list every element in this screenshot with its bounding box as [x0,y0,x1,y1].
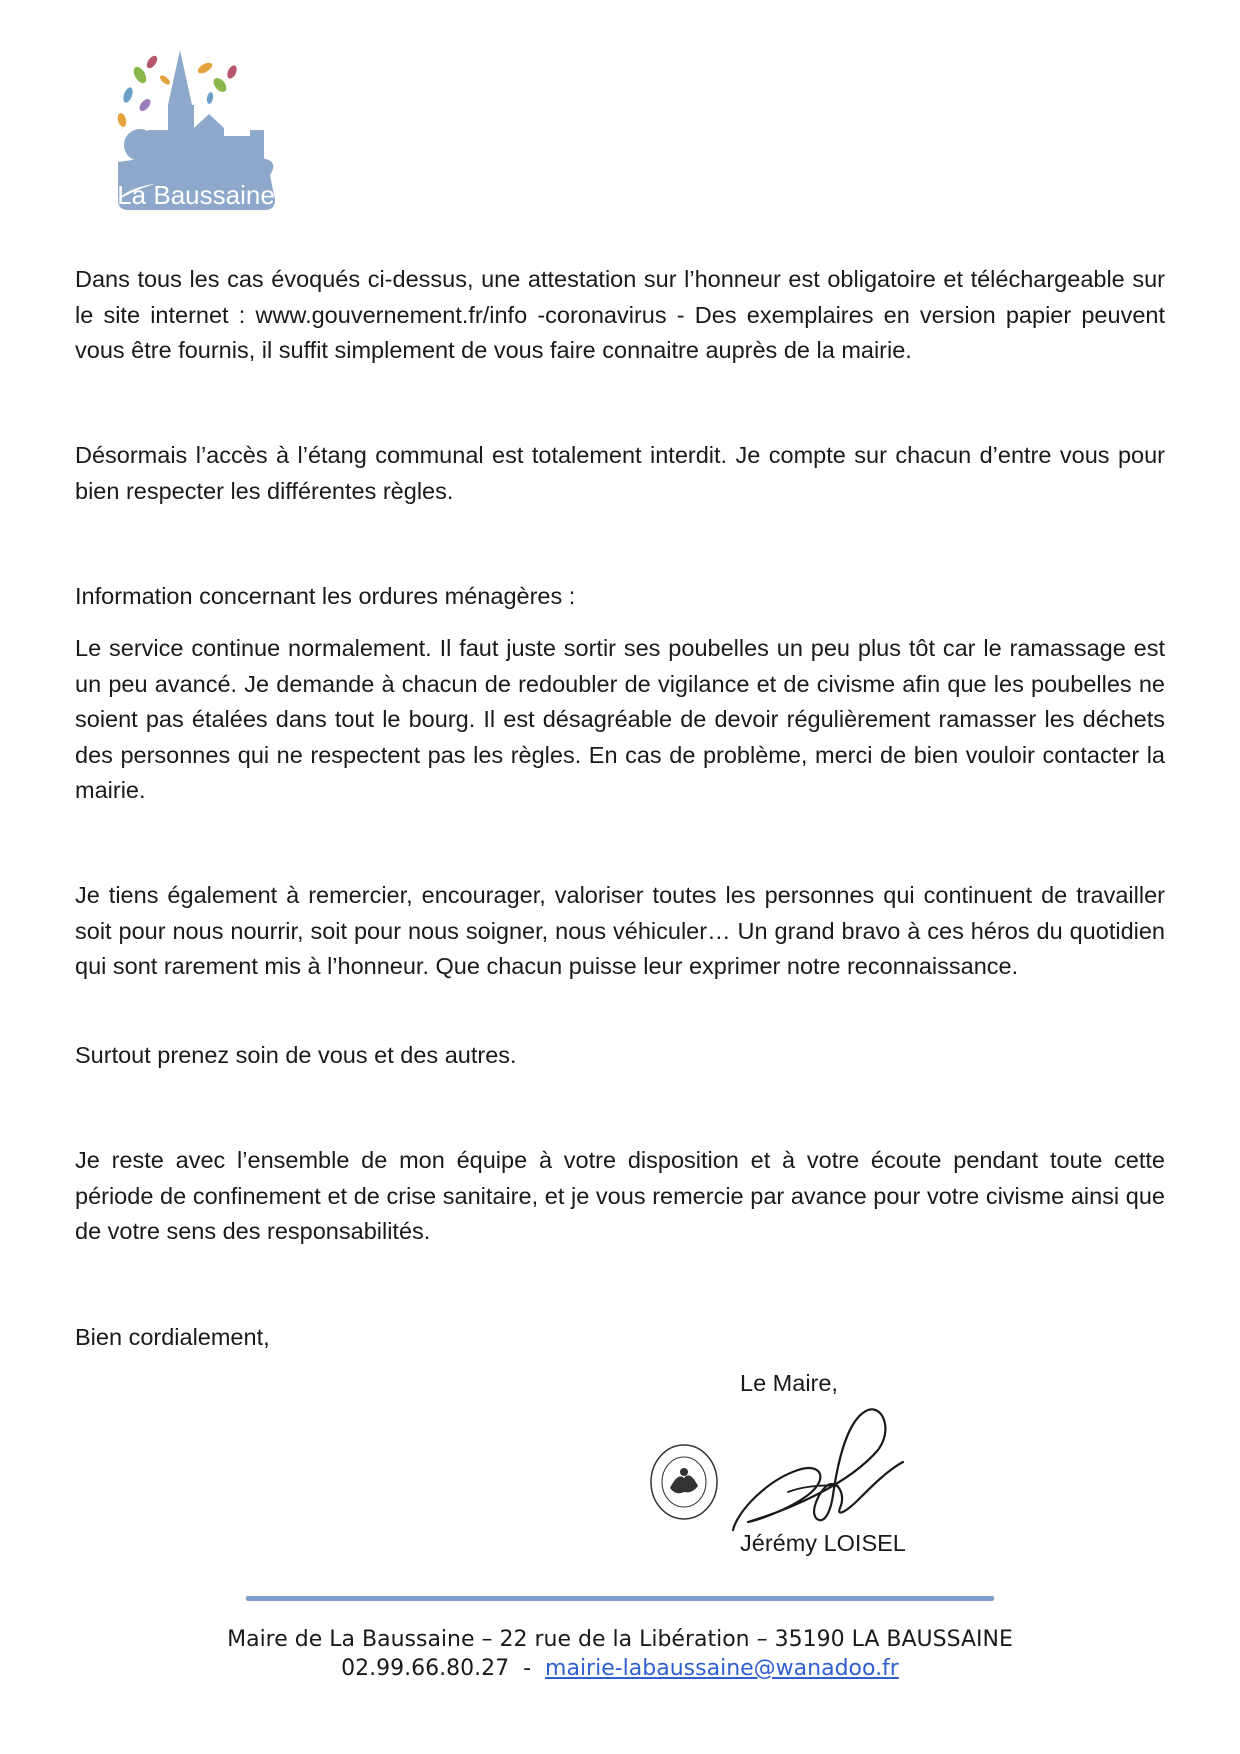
closing-text: Bien cordialement, [75,1324,270,1350]
attestation-text: Dans tous les cas évoqués ci-dessus, une attestation sur l’honneur est obligatoire et téléchargeable sur le site internet : www.gouvernement.fr/info -coronavirus - Des exemplaires en version papier peuvent vous être fournis, il suffit simplement de vous faire connaitre auprès de la mairie. [75,266,1165,363]
paragraph-ordures-heading [75,579,1165,615]
mayor-name: Jérémy LOISEL [740,1530,906,1556]
mairie-seal-icon [648,1442,720,1522]
footer [0,1625,1240,1683]
mayor-title: Le Maire, [740,1370,838,1396]
prenez-soin-text: Surtout prenez soin de vous et des autres. [75,1042,517,1068]
footer-separator: - [523,1656,532,1681]
ordures-heading: Information concernant les ordures ménagères : [75,583,576,609]
disposition-text: Je reste avec l’ensemble de mon équipe à votre disposition et à votre écoute pendant toute cette période de confinement et de crise sanitaire, et je vous remercie par avance pour votre civisme ainsi que de votre sens des responsabilités. [75,1147,1165,1244]
paragraph-ordures-body [75,631,1165,809]
paragraph-remerciements [75,878,1165,985]
footer-divider [246,1596,994,1601]
footer-contact-line [0,1654,1240,1683]
paragraph-etang [75,438,1165,509]
footer-phone: 02.99.66.80.27 [341,1656,510,1681]
paragraph-attestation [75,262,1165,369]
handwritten-signature [728,1400,908,1540]
la-baussaine-logo [110,50,310,240]
footer-address: Maire de La Baussaine – 22 rue de la Libération – 35190 LA BAUSSAINE [227,1627,1013,1652]
logo-text: La Baussaine [117,180,275,210]
ordures-body-text: Le service continue normalement. Il faut juste sortir ses poubelles un peu plus tôt car le ramassage est un peu avancé. Je demande à chacun de redoubler de vigilance et de civisme afin que les poubelles ne soient pas étalées dans tout le bourg. Il est désagréable de devoir régulièrement ramasser les déchets des personnes qui ne respectent pas les règles. En cas de problème, merci de bien vouloir contacter la mairie. [75,635,1165,803]
paragraph-closing [75,1320,1165,1356]
footer-email-link[interactable]: mairie-labaussaine@wanadoo.fr [545,1656,899,1681]
etang-text: Désormais l’accès à l’étang communal est totalement interdit. Je compte sur chacun d’entre vous pour bien respecter les différentes règles. [75,442,1165,504]
paragraph-disposition [75,1143,1165,1250]
paragraph-prenez-soin [75,1038,1165,1074]
remerciements-text: Je tiens également à remercier, encourager, valoriser toutes les personnes qui continuent de travailler soit pour nous nourrir, soit pour nous soigner, nous véhiculer… Un grand bravo à ces héros du quotidien qui sont rarement mis à l’honneur. Que chacun puisse leur exprimer notre reconnaissance. [75,882,1165,979]
